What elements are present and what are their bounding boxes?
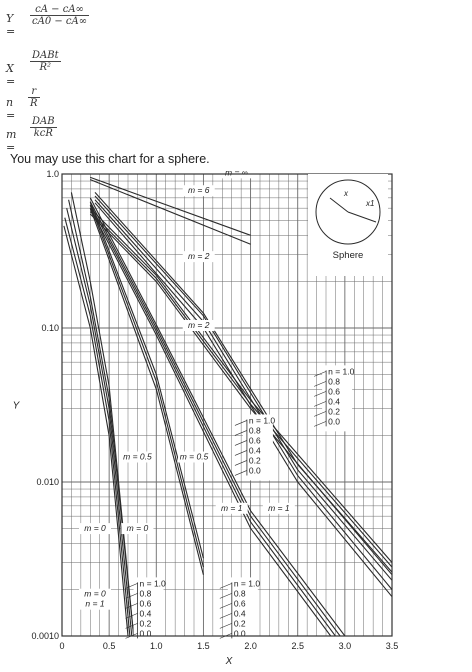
sphere-chart (0, 168, 472, 672)
inset-symbol-x1: x1 (366, 199, 375, 208)
x-tick-label: 0 (59, 641, 65, 651)
curve-label: m = 1 (220, 502, 243, 513)
curve-label: m = 0 (84, 523, 106, 534)
inset (308, 174, 388, 276)
x-tick-label: 3.0 (338, 641, 352, 651)
curve-label: m = 1 (268, 502, 290, 513)
n-label: 0.6 (233, 598, 246, 609)
chart-caption: You may use this chart for a sphere. (10, 152, 210, 166)
curve-label: m = 0 (84, 588, 106, 599)
eq-n-lhs: n = (6, 96, 16, 122)
n-label: n = 1.0 (233, 578, 261, 589)
n-label: 0.6 (139, 598, 152, 609)
eq-y-denominator: cA0 − cA∞ (32, 16, 88, 27)
y-axis-label: Y (12, 400, 20, 412)
definitions (6, 4, 206, 154)
inset-symbol-x: x (344, 189, 348, 198)
series-line-m0-n1.0 (90, 180, 250, 245)
eq-m-fraction (30, 116, 57, 139)
n-label: 0.2 (139, 618, 152, 629)
curve-label: m = 0.5 (123, 451, 152, 462)
eq-n-fraction (28, 86, 40, 109)
n-label: 0.0 (139, 628, 152, 639)
n-label: 0.4 (328, 396, 340, 407)
eq-x-lhs: X = (6, 62, 16, 88)
curve-label: n = 1 (85, 598, 105, 609)
n-label: n = 1.0 (328, 366, 355, 377)
n-label: 0.2 (248, 455, 261, 466)
eq-m-numerator: DAB (32, 116, 55, 127)
n-label: 0.0 (248, 465, 261, 476)
y-tick-label: 0.10 (41, 323, 59, 333)
x-tick-label: 1.0 (150, 641, 163, 651)
n-label: 0.2 (233, 618, 246, 629)
n-label: 0.4 (233, 608, 246, 619)
curve-label: m = 0.5 (179, 451, 209, 462)
n-label: 0.8 (328, 376, 340, 387)
n-label: 0.8 (139, 588, 152, 599)
n-label: n = 1.0 (248, 415, 276, 426)
y-tick-label: 0.010 (36, 477, 59, 487)
x-tick-label: 3.5 (385, 641, 399, 651)
eq-n-numerator: r (31, 86, 37, 97)
eq-y-lhs: Y = (6, 12, 16, 38)
eq-n-denominator: R (30, 98, 38, 109)
inset-label: Sphere (332, 250, 364, 261)
eq-x-denominator: R² (39, 62, 52, 73)
eq-y-numerator: cA − cA∞ (35, 4, 84, 15)
x-tick-label: 0.5 (102, 641, 116, 651)
eq-m-lhs: m = (6, 128, 17, 154)
curve-label: m = 2 (187, 320, 210, 330)
eq-y-fraction (30, 4, 89, 27)
eq-m-denominator: kcR (33, 128, 53, 139)
x-tick-label: 1.5 (197, 641, 210, 651)
n-label: 0.6 (328, 386, 340, 397)
x-tick-label: 2.0 (244, 641, 257, 651)
curve-label: m = 6 (187, 185, 210, 196)
x-tick-label: 2.5 (291, 641, 304, 651)
eq-x-numerator: DABt (32, 50, 59, 61)
curve-label: m = ∞ (225, 168, 248, 178)
curve-label: m = 2 (187, 251, 210, 262)
series-line-m2-n0 (90, 208, 330, 639)
curve-label: m = 0 (126, 523, 149, 534)
n-label: 0.6 (248, 435, 261, 446)
n-label: n = 1.0 (139, 578, 166, 589)
n-label: 0.8 (248, 425, 261, 436)
n-label: 0.0 (233, 628, 246, 639)
n-label: 0.2 (328, 406, 340, 417)
y-tick-label: 1.0 (46, 169, 59, 179)
eq-x-fraction (30, 50, 61, 73)
x-axis-label: X (225, 656, 233, 667)
n-label: 0.8 (233, 588, 246, 599)
n-label: 0.4 (139, 608, 152, 619)
series-line-m2-n1.0 (90, 198, 345, 639)
y-tick-label: 0.0010 (31, 631, 59, 641)
n-label: 0.4 (248, 445, 261, 456)
n-label: 0.0 (328, 416, 340, 427)
series-line-m0-n0 (90, 177, 250, 235)
